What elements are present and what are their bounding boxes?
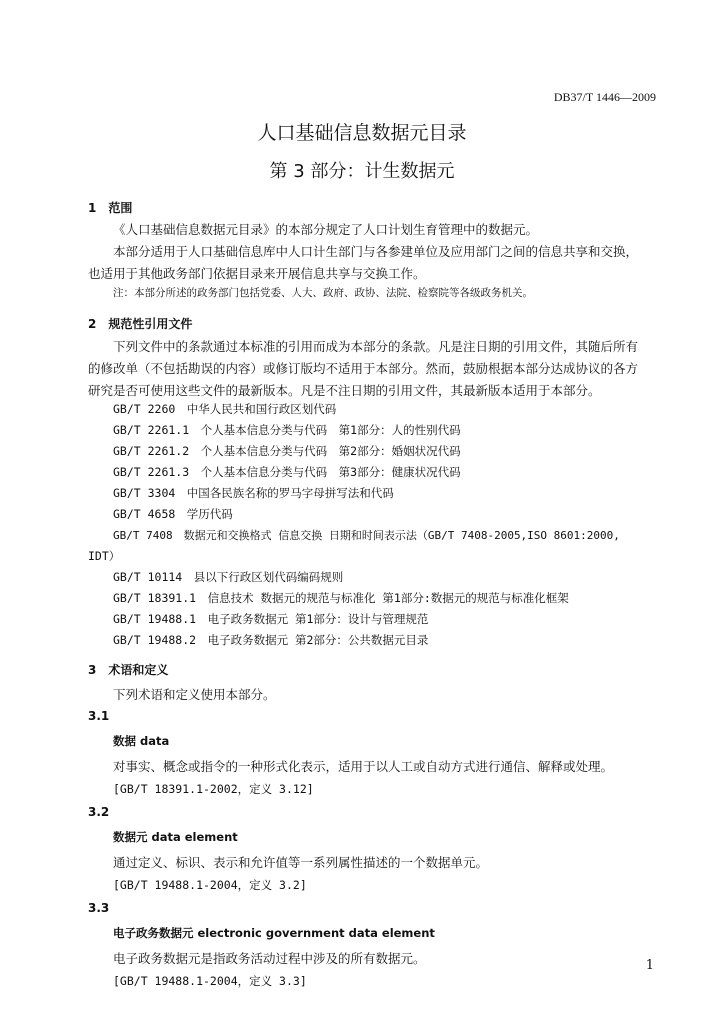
term-definition: 电子政务数据元是指政务活动过程中涉及的所有数据元。 bbox=[113, 951, 426, 966]
document-title: 人口基础信息数据元目录 bbox=[257, 122, 467, 144]
reference-item: GB/T 3304 中国各民族名称的罗马字母拼写法和代码 bbox=[113, 486, 394, 500]
term-title: 数据元 data element bbox=[113, 830, 238, 844]
reference-item: GB/T 7408 数据元和交换格式 信息交换 日期和时间表示法（GB/T 7408-2005,ISO 8601:2000, bbox=[113, 529, 620, 542]
term-number: 3.1 bbox=[88, 709, 110, 723]
reference-item: GB/T 10114 县以下行政区划代码编码规则 bbox=[113, 570, 344, 584]
section-3-intro: 下列术语和定义使用本部分。 bbox=[113, 687, 276, 702]
reference-item: GB/T 2261.3 个人基本信息分类与代码 第3部分：健康状况代码 bbox=[113, 465, 461, 479]
term-source: [GB/T 19488.1-2004，定义 3.2] bbox=[113, 878, 307, 892]
page-number: 1 bbox=[645, 958, 654, 973]
reference-item: GB/T 18391.1 信息技术 数据元的规范与标准化 第1部分:数据元的规范与标准化框架 bbox=[113, 591, 569, 605]
standard-code: DB37/T 1446—2009 bbox=[553, 90, 656, 104]
document-subtitle: 第 3 部分：计生数据元 bbox=[269, 161, 455, 182]
term-source: [GB/T 19488.1-2004，定义 3.3] bbox=[113, 974, 307, 988]
term-definition: 对事实、概念或指令的一种形式化表示，适用于以人工或自动方式进行通信、解释或处理。 bbox=[113, 759, 614, 774]
section-2-paragraph: 下列文件中的条款通过本标准的引用而成为本部分的条款。凡是注日期的引用文件，其随后所有 bbox=[113, 339, 639, 354]
section-1-note: 注：本部分所述的政务部门包括党委、人大、政府、政协、法院、检察院等各级政务机关。 bbox=[113, 287, 533, 299]
section-2-paragraph: 研究是否可使用这些文件的最新版本。凡是不注日期的引用文件，其最新版本适用于本部分。 bbox=[88, 383, 601, 398]
section-1-paragraph: 《人口基础信息数据元目录》的本部分规定了人口计划生育管理中的数据元。 bbox=[113, 222, 539, 237]
reference-item-continuation: IDT） bbox=[88, 549, 121, 563]
term-source: [GB/T 18391.1-2002，定义 3.12] bbox=[113, 782, 314, 796]
term-definition: 通过定义、标识、表示和允许值等一系列属性描述的一个数据单元。 bbox=[113, 855, 489, 870]
section-2-paragraph: 的修改单（不包括勘误的内容）或修订版均不适用于本部分。然而，鼓励根据本部分达成协议的各方 bbox=[88, 361, 639, 376]
term-title: 数据 data bbox=[113, 734, 170, 748]
section-3-heading: 3 术语和定义 bbox=[88, 663, 169, 677]
section-2-heading: 2 规范性引用文件 bbox=[88, 317, 193, 331]
section-1-paragraph: 本部分适用于人口基础信息库中人口计生部门与各参建单位及应用部门之间的信息共享和交换， bbox=[113, 244, 639, 259]
reference-item: GB/T 4658 学历代码 bbox=[113, 507, 233, 521]
section-1-paragraph: 也适用于其他政务部门依据目录来开展信息共享与交换工作。 bbox=[88, 266, 426, 281]
term-title: 电子政务数据元 electronic government data element bbox=[113, 926, 435, 940]
reference-item: GB/T 19488.2 电子政务数据元 第2部分：公共数据元目录 bbox=[113, 633, 429, 647]
term-number: 3.3 bbox=[88, 901, 110, 915]
reference-item: GB/T 2261.1 个人基本信息分类与代码 第1部分：人的性别代码 bbox=[113, 423, 461, 437]
reference-item: GB/T 2260 中华人民共和国行政区划代码 bbox=[113, 402, 337, 416]
term-number: 3.2 bbox=[88, 805, 110, 819]
section-1-heading: 1 范围 bbox=[88, 201, 133, 215]
reference-item: GB/T 2261.2 个人基本信息分类与代码 第2部分：婚姻状况代码 bbox=[113, 444, 461, 458]
reference-item: GB/T 19488.1 电子政务数据元 第1部分：设计与管理规范 bbox=[113, 612, 429, 626]
